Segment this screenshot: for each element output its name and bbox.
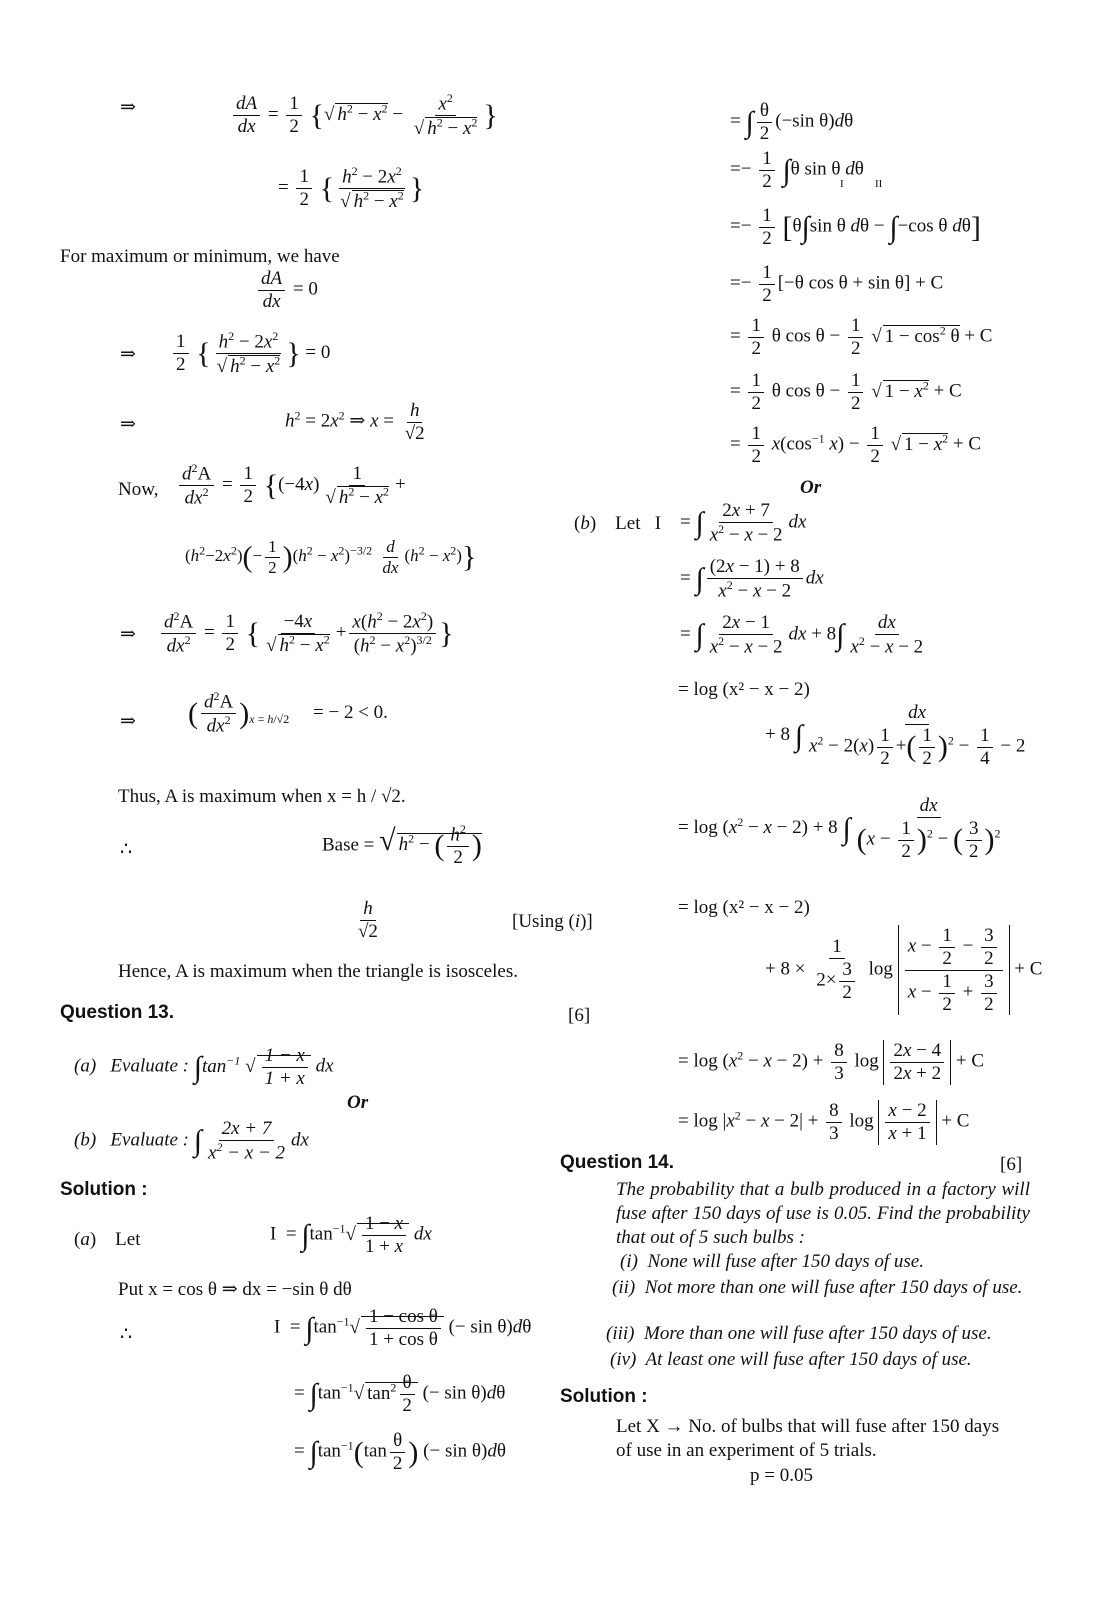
text-hence-isosceles: Hence, A is maximum when the triangle is isosceles. — [118, 961, 518, 982]
equation-set-zero: $\frac{1}{2}$ { $h^2 - 2x^2$ √ $h^2 - x^2$ } = 0 — [170, 330, 330, 377]
solution-14-title: Solution : — [560, 1386, 648, 1407]
equation-dA-dx: $\frac{dA}{dx}$ = $\frac{1}{2}$ { √ $h^2 - x^2$ − $x^2$ √ $h^2 - x^2$ } — [230, 92, 498, 139]
question-13-marks: [6] — [568, 1005, 591, 1026]
q14-item-i: (i) None will fuse after 150 days of use. — [620, 1251, 924, 1272]
solution-part-a-label: (a) Let — [74, 1229, 141, 1250]
part-b-step1: = ∫ $\frac{2x + 7}{x^2 - x - 2}$ dx — [680, 500, 807, 546]
part-b-step5: + 8 ∫ dx $x^2 - 2(x)$ $\frac{1}{2}$ +( $\frac{1}{2}$ )$^2$ − $\frac{1}{4}$ − 2 — [765, 702, 1026, 769]
solution-14-line1: Let X → No. of bulbs that will fuse after 150 days — [616, 1416, 1000, 1437]
equation-h-squared: $h^2 = 2x^2$ ⇒ x = $\frac{h}{√2}$ — [285, 400, 425, 444]
question-14-marks: [6] — [1000, 1154, 1023, 1175]
q14-item-iii: (iii) More than one will fuse after 150 days of use. — [606, 1323, 992, 1344]
question-14-title: Question 14. — [560, 1152, 675, 1173]
q13-part-a: (a) Evaluate : $\int\tan^{-1}$ √ $\frac{1 - x}{1 + x}$ dx — [74, 1045, 334, 1090]
implies-symbol: ⇒ — [120, 624, 136, 645]
part-a-cont-2: =− $\frac{1}{2}$ ∫θ sin θ dθ I II — [730, 148, 883, 192]
q13-part-b: (b) Evaluate : ∫ $\frac{2x + 7}{x^2 - x - 2}$ dx — [74, 1118, 309, 1164]
equation-second-derivative-simplified: $\frac{d^2A}{dx^2}$ = $\frac{1}{2}$ { −4x √ $h^2 - x^2$ + $\frac{x(h^2 - 2x^2)}{(h^2 - x^2)^{3/2}}$ } — [158, 610, 454, 657]
using-note: [Using (i)] — [512, 911, 593, 932]
part-a-cont-7: = $\frac{1}{2}$ $x(\cos^{-1}$ x) − $\frac{1}{2}$ √ $1 - x^2 + C$ — [730, 423, 981, 468]
equation-second-derivative: $\frac{d^2A}{dx^2}$ = $\frac{1}{2}$ {(−4x) 1 √ $h^2 - x^2$ + — [176, 462, 406, 509]
solution-a-step3: = $\int\tan^{-1}$ √ $\tan^2$ $\frac{\theta}{2}$ (− sin θ)dθ — [294, 1372, 505, 1417]
part-a-cont-6: = $\frac{1}{2}$ θ cos θ − $\frac{1}{2}$ √ $1 - x^2 + C$ — [730, 370, 962, 415]
implies-symbol: ⇒ — [120, 711, 136, 732]
part-b-step10: = $\log |x^2 - x - 2|$ + $\frac{8}{3}$ log $\frac{x - 2}{x + 1}$ + C — [678, 1100, 970, 1144]
part-b-step6: = $\log (x^2 - x - 2) + 8$ ∫ dx (x − $\frac{1}{2}$ )$^2$ − ( $\frac{3}{2}$ )$^2$ — [678, 795, 1001, 862]
or-divider: Or — [800, 477, 822, 498]
equation-dA-dx-simplified: = $\frac{1}{2}$ { $h^2 - 2x^2$ √ $h^2 - x^2$ } — [278, 165, 424, 212]
equation-base: Base = √ $h^2$ − ( $\frac{h^2}{2}$ ) — [322, 823, 482, 869]
therefore-symbol: ∴ — [120, 1324, 133, 1345]
part-b-step7: = log (x² − x − 2) — [678, 897, 810, 918]
part-b-step9: = $\log (x^2 - x - 2)$ + $\frac{8}{3}$ log $\frac{2x - 4}{2x + 2}$ + C — [678, 1040, 985, 1084]
equation-second-derivative-cont: $(h^2-2x^2)(-$ $\frac{1}{2}$ )$(h^2 - x^2)^{-3/2}$ $\frac{d}{dx}$ $(h^2 - x^2)$} — [185, 537, 477, 577]
implies-symbol: ⇒ — [120, 414, 136, 435]
q14-item-iv: (iv) At least one will fuse after 150 days of use. — [610, 1349, 972, 1370]
part-a-cont-1: = ∫ $\frac{\theta}{2}$ (−sin θ)dθ — [730, 100, 854, 144]
solution-a-step4: = $\int\tan^{-1}(\tan$ $\frac{\theta}{2}$ ) (− sin θ)dθ — [294, 1430, 506, 1474]
now-label: Now, — [118, 479, 159, 500]
part-b-step2: = ∫ $\frac{(2x - 1) + 8}{x^2 - x - 2}$ dx — [680, 556, 824, 602]
solution-a-step2: $I = \int\tan^{-1}√$ $\frac{\text{1 − cos θ}}{\text{1 + cos θ}}$ (− sin θ)dθ — [274, 1306, 531, 1351]
solution-14-line2: of use in an experiment of 5 trials. — [616, 1440, 877, 1461]
text-thus-maximum: Thus, A is maximum when x = h / √2. — [118, 786, 406, 807]
part-a-cont-4: =− $\frac{1}{2}$ [−θ cos θ + sin θ] + C — [730, 262, 944, 306]
part-a-cont-3: =− $\frac{1}{2}$ [θ∫sin θ dθ − ∫−cos θ dθ] — [730, 205, 981, 249]
q14-item-ii: (ii) Not more than one will fuse after 150 days of use. — [612, 1277, 1023, 1298]
equation-base-value: $\frac{h}{√2}$ — [358, 898, 378, 942]
question-13-title: Question 13. — [60, 1002, 175, 1023]
solution-a-step1: $I = \int\tan^{-1}√$ $\frac{1 - x}{1 + x}$ dx — [270, 1213, 432, 1258]
part-a-cont-5: = $\frac{1}{2}$ θ cos θ − $\frac{1}{2}$ √ $1 - \cos^2 \theta + C$ — [730, 315, 992, 360]
solution-14-p-value: p = 0.05 — [750, 1465, 813, 1486]
or-divider: Or — [347, 1092, 369, 1113]
part-b-step3: = ∫ $\frac{2x - 1}{x^2 - x - 2}$ dx + 8∫ $\frac{dx}{x^2 - x - 2}$ — [680, 612, 924, 658]
therefore-symbol: ∴ — [120, 839, 133, 860]
part-b-label: (b) Let I — [574, 513, 662, 534]
part-b-step4: = log (x² − x − 2) — [678, 679, 810, 700]
implies-symbol: ⇒ — [120, 97, 136, 118]
question-14-statement: The probability that a bulb produced in a factory will fuse after 150 days of use is 0.05. Find the probability that out of 5 such bulbs : — [616, 1179, 1030, 1248]
part-b-step8: + 8 × 1 2× $\frac{3}{2}$ log x − $\frac{1}{2}$ − $\frac{3}{2}$ x − $\frac{1}{2}$ + $\frac{3}{2}$ + C — [765, 925, 1043, 1015]
solution-13-title: Solution : — [60, 1179, 148, 1200]
equation-dA-dx-zero: $\frac{dA}{dx}$ = 0 — [255, 268, 318, 313]
solution-a-substitution: Put x = cos θ ⇒ dx = −sin θ dθ — [118, 1279, 352, 1300]
text-max-min: For maximum or minimum, we have — [60, 246, 340, 267]
implies-symbol: ⇒ — [120, 344, 136, 365]
equation-second-derivative-value: ( $\frac{d^2A}{dx^2}$ )$_{x = h/√2}$ = − 2 < 0. — [188, 689, 388, 737]
